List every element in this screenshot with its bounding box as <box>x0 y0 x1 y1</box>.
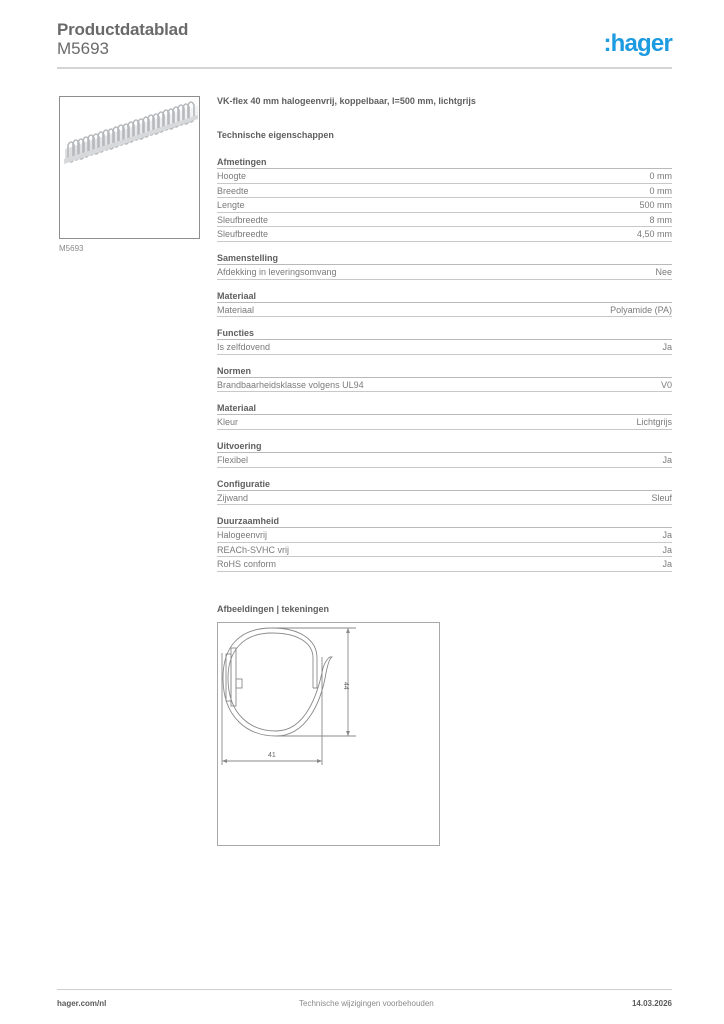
property-value: 500 mm <box>639 200 672 211</box>
property-value: Ja <box>662 454 672 465</box>
section-materiaal-kleur <box>217 402 672 430</box>
section-title: Normen <box>217 365 672 378</box>
property-label: Kleur <box>217 417 239 428</box>
hager-logo: :hager <box>603 30 672 57</box>
property-value: Ja <box>662 544 672 555</box>
spiral-conduit-icon <box>60 97 200 239</box>
property-row <box>217 453 672 468</box>
section-uitvoering <box>217 440 672 468</box>
section-title: Functies <box>217 327 672 340</box>
property-value: 0 mm <box>649 185 672 196</box>
image-caption: M5693 <box>59 244 84 253</box>
footer-notice: Technische wijzigingen voorbehouden <box>299 999 434 1008</box>
property-label: Hoogte <box>217 171 247 181</box>
property-label: Sleufbreedte <box>217 214 269 225</box>
property-row <box>217 303 672 318</box>
section-functies <box>217 327 672 355</box>
property-label: REACh-SVHC vrij <box>217 544 290 555</box>
footer-website-link[interactable]: hager.com/nl <box>57 999 107 1008</box>
section-samenstelling <box>217 252 672 280</box>
section-afmetingen <box>217 156 672 242</box>
product-description: VK-flex 40 mm halogeenvrij, koppelbaar, l=500 mm, lichtgrijs <box>217 96 476 106</box>
property-value: Ja <box>662 342 672 353</box>
property-label: Halogeenvrij <box>217 530 268 541</box>
property-label: Brandbaarheidsklasse volgens UL94 <box>217 379 364 390</box>
section-title: Materiaal <box>217 290 672 303</box>
section-title: Samenstelling <box>217 252 672 265</box>
property-value: Ja <box>662 530 672 541</box>
property-row <box>217 227 672 242</box>
dimension-width-label: 41 <box>268 752 276 759</box>
property-row <box>217 491 672 506</box>
section-title: Uitvoering <box>217 440 672 453</box>
product-details <box>217 96 672 572</box>
property-value: 4,50 mm <box>636 229 672 240</box>
property-row <box>217 198 672 213</box>
property-value: V0 <box>660 379 672 390</box>
product-code: M5693 <box>57 39 109 58</box>
drawings-heading: Afbeeldingen | tekeningen <box>217 604 330 614</box>
property-label: Lengte <box>217 200 245 211</box>
page-header <box>57 20 672 66</box>
dimension-height-label: 44 <box>342 682 349 690</box>
cross-section-drawing-icon <box>218 623 441 847</box>
property-row <box>217 169 672 184</box>
property-label: Afdekking in leveringsomvang <box>217 266 337 277</box>
section-duurzaamheid <box>217 515 672 572</box>
property-value: Lichtgrijs <box>636 417 672 428</box>
property-value: Ja <box>662 559 672 570</box>
section-title: Afmetingen <box>217 156 672 169</box>
section-materiaal <box>217 290 672 318</box>
property-value: 0 mm <box>649 171 672 181</box>
property-row <box>217 415 672 430</box>
section-normen <box>217 365 672 393</box>
property-label: Zijwand <box>217 492 249 503</box>
header-divider <box>57 67 672 69</box>
property-row <box>217 543 672 558</box>
property-label: Breedte <box>217 185 249 196</box>
property-label: Sleufbreedte <box>217 229 269 240</box>
section-title: Configuratie <box>217 478 672 491</box>
product-image <box>59 96 200 239</box>
property-row <box>217 528 672 543</box>
property-value: Sleuf <box>651 492 672 503</box>
section-configuratie <box>217 478 672 506</box>
property-label: Flexibel <box>217 454 249 465</box>
property-row <box>217 378 672 393</box>
document-title: Productdatablad <box>57 20 189 39</box>
section-title: Duurzaamheid <box>217 515 672 528</box>
property-row <box>217 265 672 280</box>
property-label: Is zelfdovend <box>217 342 271 353</box>
footer-divider <box>57 989 672 990</box>
property-value: Polyamide (PA) <box>610 304 672 315</box>
technical-properties-heading: Technische eigenschappen <box>217 130 334 140</box>
footer-date: 14.03.2026 <box>631 999 672 1008</box>
property-row <box>217 340 672 355</box>
property-row <box>217 557 672 572</box>
property-value: Nee <box>655 266 672 277</box>
property-row <box>217 184 672 199</box>
section-title: Materiaal <box>217 402 672 415</box>
technical-drawing <box>217 622 440 846</box>
property-label: Materiaal <box>217 304 255 315</box>
property-label: RoHS conform <box>217 559 277 570</box>
property-row <box>217 213 672 228</box>
property-value: 8 mm <box>649 214 672 225</box>
